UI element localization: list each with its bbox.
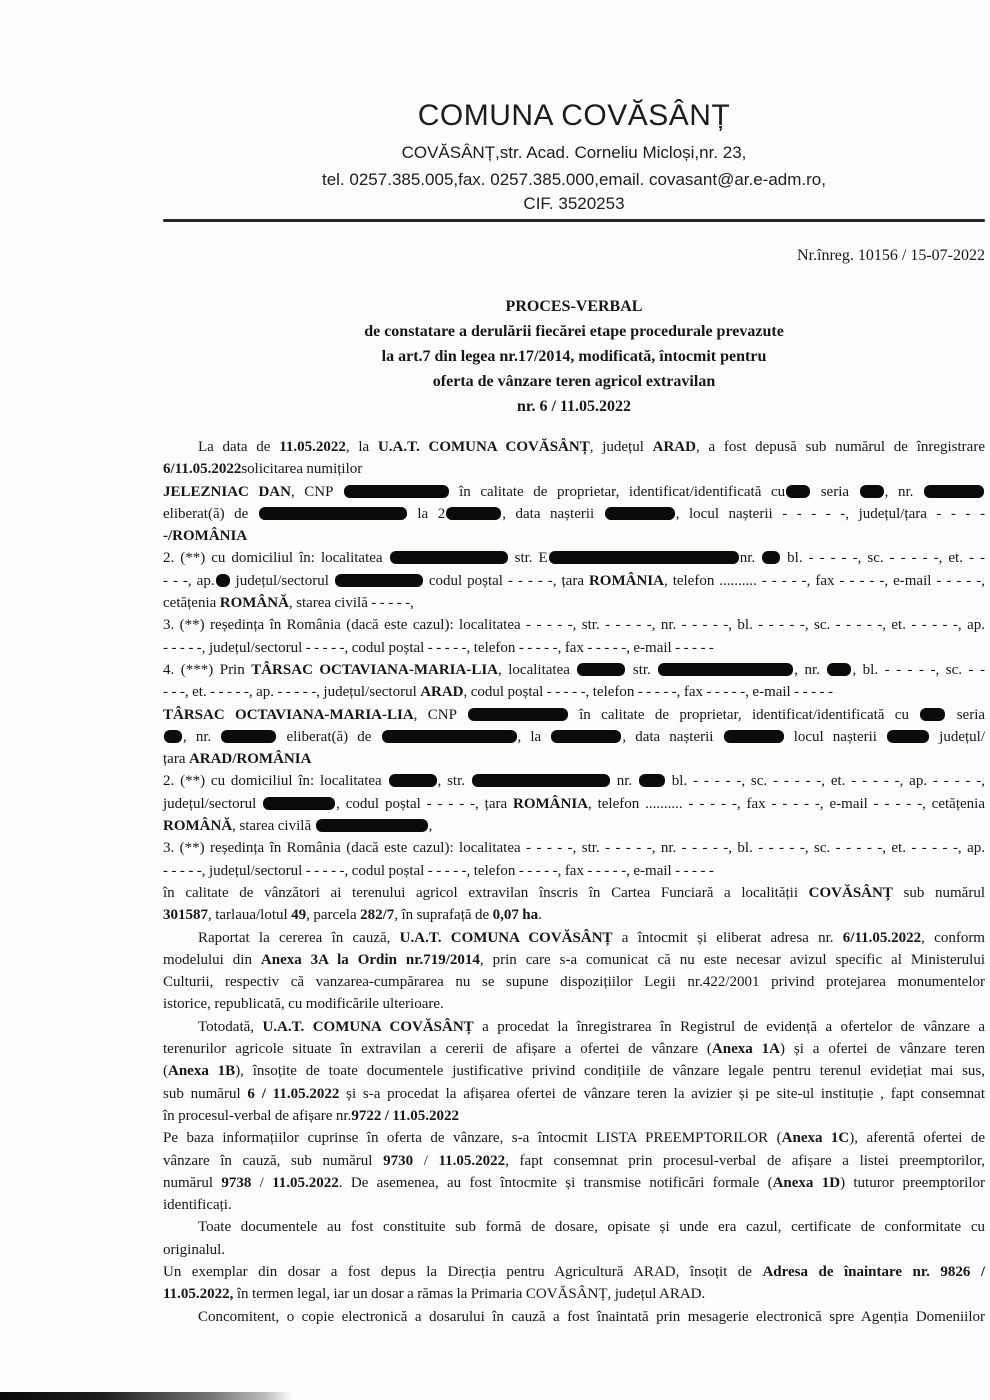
- redaction-bar: [658, 663, 793, 676]
- text: ) și a ofertei de vânzare teren: [779, 1041, 985, 1058]
- letterhead-contact: tel. 0257.385.005,fax. 0257.385.000,email. covasant@ar.e-adm.ro,: [322, 170, 826, 189]
- redaction-bar: [827, 663, 851, 676]
- text: str.: [626, 661, 658, 678]
- body-line: [163, 1261, 985, 1283]
- redaction-bar: [887, 730, 929, 743]
- body-line: [163, 637, 985, 659]
- scan-artifact: [0, 1392, 292, 1400]
- bold-text: 11.05.2022,: [163, 1286, 234, 1303]
- body-line: [163, 458, 985, 480]
- text: și s-a procedat la afișarea ofertei de vânzare teren la avizier și pe site-ul instituție , fapt consemnat: [339, 1085, 985, 1102]
- bold-text: 49: [291, 907, 307, 924]
- bold-text: 9738: [221, 1174, 252, 1191]
- redaction-bar: [577, 663, 625, 676]
- bold-text: 9722 / 11.05.2022: [351, 1107, 460, 1124]
- body-line: [163, 614, 985, 636]
- redaction-bar: [468, 708, 568, 721]
- body-line: [163, 837, 985, 859]
- bold-text: U.A.T. COMUNA COVĂSÂNȚ: [377, 439, 590, 455]
- text: 3. (**) reședința în România (dacă este cazul): localitatea - - - - -, str. - - - - -, nr. - - - - -, bl. - - - - -, sc. - - - - -, et. - - - - -, ap.: [163, 840, 985, 857]
- bold-text: Anexa 1B: [168, 1063, 236, 1080]
- text: - - - - -, județul/sectorul - - - - -, codul poștal - - - - -, telefon - - - - -, fax - - - - -, e-mail - - - - -: [163, 639, 714, 656]
- text: terenurilor agricole situate în extravilan a cererii de afișare a ofertei de vânzare (: [163, 1041, 712, 1058]
- text: str. E: [508, 550, 548, 567]
- text: - - -, et. - - - - -, ap. - - - - -, județul/sectorul: [163, 684, 421, 701]
- body-line: [163, 1105, 985, 1127]
- redaction-bar: [724, 730, 784, 743]
- text: , nr.: [794, 661, 827, 678]
- text: modelului din: [163, 951, 261, 968]
- text: istorice, republicată, cu modificările ulterioare.: [163, 996, 444, 1013]
- redaction-bar: [221, 730, 276, 743]
- text: sub numărul: [892, 884, 985, 901]
- body-line: [163, 793, 985, 815]
- bold-text: Anexa 1D: [772, 1174, 841, 1191]
- redaction-bar: [446, 507, 501, 520]
- text: 2. (**) cu domiciliul în: localitatea: [163, 773, 388, 790]
- text: , codul poștal - - - - -, țara: [336, 795, 513, 812]
- text: 2. (**) cu domiciliul în: localitatea: [163, 550, 389, 567]
- text: , fapt consemnat prin procesul-verbal de afișare a listei preemptorilor,: [505, 1152, 985, 1169]
- text: La data de: [198, 439, 280, 455]
- bold-text: ROMÂNĂ: [219, 595, 289, 612]
- bold-text: 11.05.2022: [279, 439, 346, 455]
- text: Culturii, respectiv că vanzarea-cumpărarea nu se supune dispozițiilor Legii nr.422/2001 privind protejarea monumentelor: [163, 974, 985, 991]
- body-line: [163, 1083, 985, 1105]
- redaction-bar: [216, 574, 230, 587]
- text: seria: [946, 706, 986, 723]
- text: codul poștal - - - - -, țara: [423, 572, 589, 589]
- registration-number: Nr.înreg. 10156 / 15-07-2022: [797, 247, 985, 264]
- redaction-bar: [605, 507, 675, 520]
- bold-text: U.A.T. COMUNA COVĂSÂNȚ: [262, 1018, 474, 1035]
- text: , bl. - - - - -, sc. - -: [852, 661, 985, 678]
- body-line: [163, 1016, 985, 1038]
- body-line: [163, 681, 985, 703]
- text: bl. - - - - -, sc. - - - - -, et. - -: [781, 550, 985, 567]
- bold-text: 6/11.05.2022: [163, 461, 242, 478]
- text: , starea civilă - - - - -,: [288, 595, 414, 612]
- body-line: [163, 927, 985, 949]
- body-line: [163, 993, 985, 1015]
- redaction-bar: [164, 730, 182, 743]
- bold-text: U.A.T. COMUNA COVĂSÂNȚ: [399, 929, 613, 946]
- body-line: [163, 971, 985, 993]
- bold-text: JELEZNIAC DAN: [163, 483, 291, 500]
- text: , telefon .......... - - - - -, fax - - - - -, e-mail - - - - -, cetățenia: [588, 795, 985, 812]
- text: , locul nașterii - - - - -, județul/țara - - - -: [675, 505, 985, 522]
- title-line: nr. 6 / 11.05.2022: [516, 398, 632, 415]
- body-line: [163, 704, 985, 726]
- body-line: [163, 1150, 985, 1172]
- bold-text: Anexa 1C: [781, 1130, 850, 1147]
- body-line: [163, 1038, 985, 1060]
- text: ), aferentă ofertei de: [849, 1130, 985, 1147]
- redaction-bar: [924, 485, 984, 498]
- text: bl. - - - - -, sc. - - - - -, et. - - - - -, ap. - - - - -,: [665, 773, 985, 790]
- bold-text: ROMÂNIA: [513, 795, 588, 812]
- text: , str.: [437, 773, 471, 790]
- text: în calitate de vânzători ai terenului agricol extravilan înscris în Cartea Funciară a localității: [163, 884, 809, 901]
- body-line: [163, 436, 985, 458]
- text: 3. (**) reședința în România (dacă este cazul): localitatea - - - - -, str. - - - - -, nr. - - - - -, bl. - - - - -, sc. - - - - -, et. - - - - -, ap.: [163, 617, 985, 634]
- text: numărul: [163, 1174, 222, 1191]
- text: locul nașterii: [784, 728, 887, 745]
- letterhead-divider: [163, 219, 985, 222]
- text: eliberat(ă) de: [277, 728, 381, 745]
- title-line: la art.7 din legea nr.17/2014, modificată, întocmit pentru: [381, 348, 767, 365]
- text: , data nașterii: [622, 728, 723, 745]
- text: , conform: [921, 929, 985, 946]
- text: cetățenia: [163, 595, 220, 612]
- text: identificați.: [163, 1197, 232, 1214]
- redaction-bar: [549, 551, 739, 564]
- organization-name: COMUNA COVĂSÂNȚ: [417, 99, 731, 132]
- text: 4. (***) Prin: [163, 661, 252, 678]
- text: a întocmit și eliberat adresa nr.: [612, 929, 843, 946]
- body-line: [163, 1306, 985, 1328]
- bold-text: TÂRSAC OCTAVIANA-MARIA-LIA: [251, 661, 499, 678]
- bold-text: ROMÂNIA: [588, 572, 664, 589]
- redaction-bar: [263, 797, 335, 810]
- redaction-bar: [786, 485, 810, 498]
- body-line: [163, 1283, 985, 1305]
- body-line: [163, 949, 985, 971]
- document-title: [163, 294, 985, 419]
- text: a procedat la înregistrarea în Registrul de evidență a ofertelor de vânzare a: [473, 1018, 985, 1035]
- text: în procesul-verbal de afișare nr.: [163, 1107, 352, 1124]
- bold-text: 11.05.2022: [272, 1174, 339, 1191]
- text: Raportat la cererea în cauză,: [198, 929, 400, 946]
- text: ), însoțite de toate documentele justificative privind condițiile de vânzare legale pentru terenul evidețiat mai sus,: [235, 1063, 986, 1080]
- redaction-bar: [860, 485, 884, 498]
- text: , județul: [589, 439, 653, 455]
- redaction-bar: [551, 730, 621, 743]
- body-line: [163, 726, 985, 748]
- text: , parcela: [306, 907, 361, 924]
- text: seria: [811, 483, 859, 500]
- text: județul/sectorul: [163, 795, 263, 812]
- redaction-bar: [335, 574, 423, 587]
- text: , la: [517, 728, 551, 745]
- text: .: [538, 907, 542, 924]
- letterhead: [163, 0, 985, 222]
- body-line: [163, 1239, 985, 1261]
- redaction-bar: [259, 507, 407, 520]
- letterhead-address: COVĂSÂNȚ,str. Acad. Corneliu Micloși,nr. 23,: [401, 143, 747, 162]
- text: , localitatea: [498, 661, 577, 678]
- redaction-bar: [762, 551, 780, 564]
- text: în termen legal, iar un dosar a rămas la Primaria COVĂSÂNȚ, județul ARAD.: [233, 1286, 706, 1303]
- text: /: [251, 1174, 273, 1191]
- text: . De asemenea, au fost întocmite și transmise notificări formale (: [338, 1174, 773, 1191]
- body-line: [163, 1194, 985, 1216]
- body-line: [163, 904, 985, 926]
- bold-text: ARAD: [420, 684, 464, 701]
- body-line: [163, 882, 985, 904]
- text: , a fost depusă sub numărul de înregistrare: [695, 439, 985, 455]
- text: ) tuturor preemptorilor: [840, 1174, 985, 1191]
- text: Un exemplar din dosar a fost depus la Direcția pentru Agricultură ARAD, însoțit de: [163, 1263, 763, 1280]
- body-line: [163, 481, 985, 503]
- text: /: [413, 1152, 439, 1169]
- bold-text: -/ROMÂNIA: [163, 528, 248, 545]
- text: , la: [345, 439, 378, 455]
- text: , în suprafață de: [394, 907, 493, 924]
- text: țara: [163, 751, 189, 768]
- body-line: [163, 1216, 985, 1238]
- body-line: [163, 547, 985, 569]
- body-line: [163, 748, 985, 770]
- redaction-bar: [389, 774, 437, 787]
- body-line: [163, 659, 985, 681]
- body-line: [163, 592, 985, 614]
- body-line: [163, 525, 985, 547]
- bold-text: COVĂSÂNȚ: [808, 884, 893, 901]
- body-line: [163, 1060, 985, 1082]
- redaction-bar: [639, 774, 665, 787]
- text: , codul poștal - - - - -, telefon - - - - -, fax - - - - -, e-mail - - - - -: [463, 684, 833, 701]
- text: - - - - -, județul/sectorul - - - - -, codul poștal - - - - -, telefon - - - - -, fax - - - - -, e-mail - - - - -: [163, 862, 714, 879]
- body-line: [163, 1127, 985, 1149]
- text: Concomitent, o copie electronică a dosarului în cauză a fost înaintată prin mesagerie electronică spre Agenția Domeniilor: [198, 1308, 985, 1325]
- bold-text: Anexa 3A la Ordin nr.719/2014: [260, 951, 480, 968]
- text: sub numărul: [163, 1085, 248, 1102]
- body-line: [163, 570, 985, 592]
- text: județul/sectorul: [230, 572, 334, 589]
- text: ,: [428, 818, 433, 835]
- text: județul/: [930, 728, 986, 745]
- bold-text: TÂRSAC OCTAVIANA-MARIA-LIA: [163, 706, 414, 723]
- text: , CNP: [413, 706, 467, 723]
- bold-text: ROMÂNĂ: [163, 818, 233, 835]
- bold-text: Anexa 1A: [711, 1041, 780, 1058]
- text: eliberat(ă) de: [163, 505, 258, 522]
- bold-text: Adresa de înaintare nr. 9826 /: [762, 1263, 985, 1280]
- text: nr.: [610, 773, 638, 790]
- redaction-bar: [316, 819, 428, 832]
- text: solicitarea numiților: [241, 461, 363, 478]
- letterhead-cif: CIF. 3520253: [523, 194, 625, 213]
- bold-text: 6/11.05.2022: [842, 929, 922, 946]
- redaction-bar: [472, 774, 610, 787]
- body-line: [163, 770, 985, 792]
- text: (: [163, 1063, 168, 1080]
- bold-text: 11.05.2022: [438, 1152, 506, 1169]
- bold-text: 6 / 11.05.2022: [247, 1085, 340, 1102]
- text: în calitate de proprietar, identificat/identificată cu: [449, 483, 786, 500]
- text: Toate documentele au fost constituite sub formă de dosare, opisate și unde era cazul, certificate de conformitate cu: [198, 1219, 985, 1236]
- text: , data nașterii: [502, 505, 604, 522]
- text: nr.: [739, 550, 762, 567]
- text: , prin care s-a comunicat că nu este necesar avizul specific al Ministerului: [479, 951, 985, 968]
- title-line: de constatare a derulării fiecărei etape procedurale prevazute: [364, 323, 784, 340]
- document-content: [163, 0, 985, 1328]
- redaction-bar: [382, 730, 517, 743]
- text: în calitate de proprietar, identificat/identificată cu: [568, 706, 920, 723]
- title-line: oferta de vânzare teren agricol extravilan: [432, 373, 716, 390]
- body-line: [163, 860, 985, 882]
- body-line: [163, 815, 985, 837]
- text: Totodată,: [198, 1018, 263, 1035]
- text: Pe baza informațiilor cuprinse în oferta de vânzare, s-a întocmit LISTA PREEMPTORILOR (: [163, 1130, 782, 1147]
- body-line: [163, 503, 985, 525]
- bold-text: 282/7: [360, 907, 395, 924]
- bold-text: 0,07 ha: [492, 907, 539, 924]
- bold-text: ARAD/ROMÂNIA: [188, 751, 312, 768]
- text: , nr.: [884, 483, 923, 500]
- text: , CNP: [290, 483, 343, 500]
- text: la 2: [407, 505, 446, 522]
- text: originalul.: [163, 1241, 226, 1258]
- text: , tarlaua/lotul: [208, 907, 292, 924]
- text: vânzare în cauză, sub numărul: [163, 1152, 384, 1169]
- body-line: [163, 1172, 985, 1194]
- redaction-bar: [920, 708, 945, 721]
- text: , telefon .......... - - - - -, fax - - - - -, e-mail - - - - -,: [663, 572, 985, 589]
- text: , nr.: [183, 728, 221, 745]
- bold-text: 9730: [383, 1152, 414, 1169]
- text: - - -, ap.: [163, 572, 215, 589]
- text: , starea civilă: [232, 818, 315, 835]
- title-line: PROCES-VERBAL: [505, 298, 643, 315]
- document-body: [163, 436, 985, 1328]
- redaction-bar: [390, 551, 508, 564]
- bold-text: ARAD: [652, 439, 696, 455]
- bold-text: 301587: [163, 907, 208, 924]
- redaction-bar: [344, 485, 449, 498]
